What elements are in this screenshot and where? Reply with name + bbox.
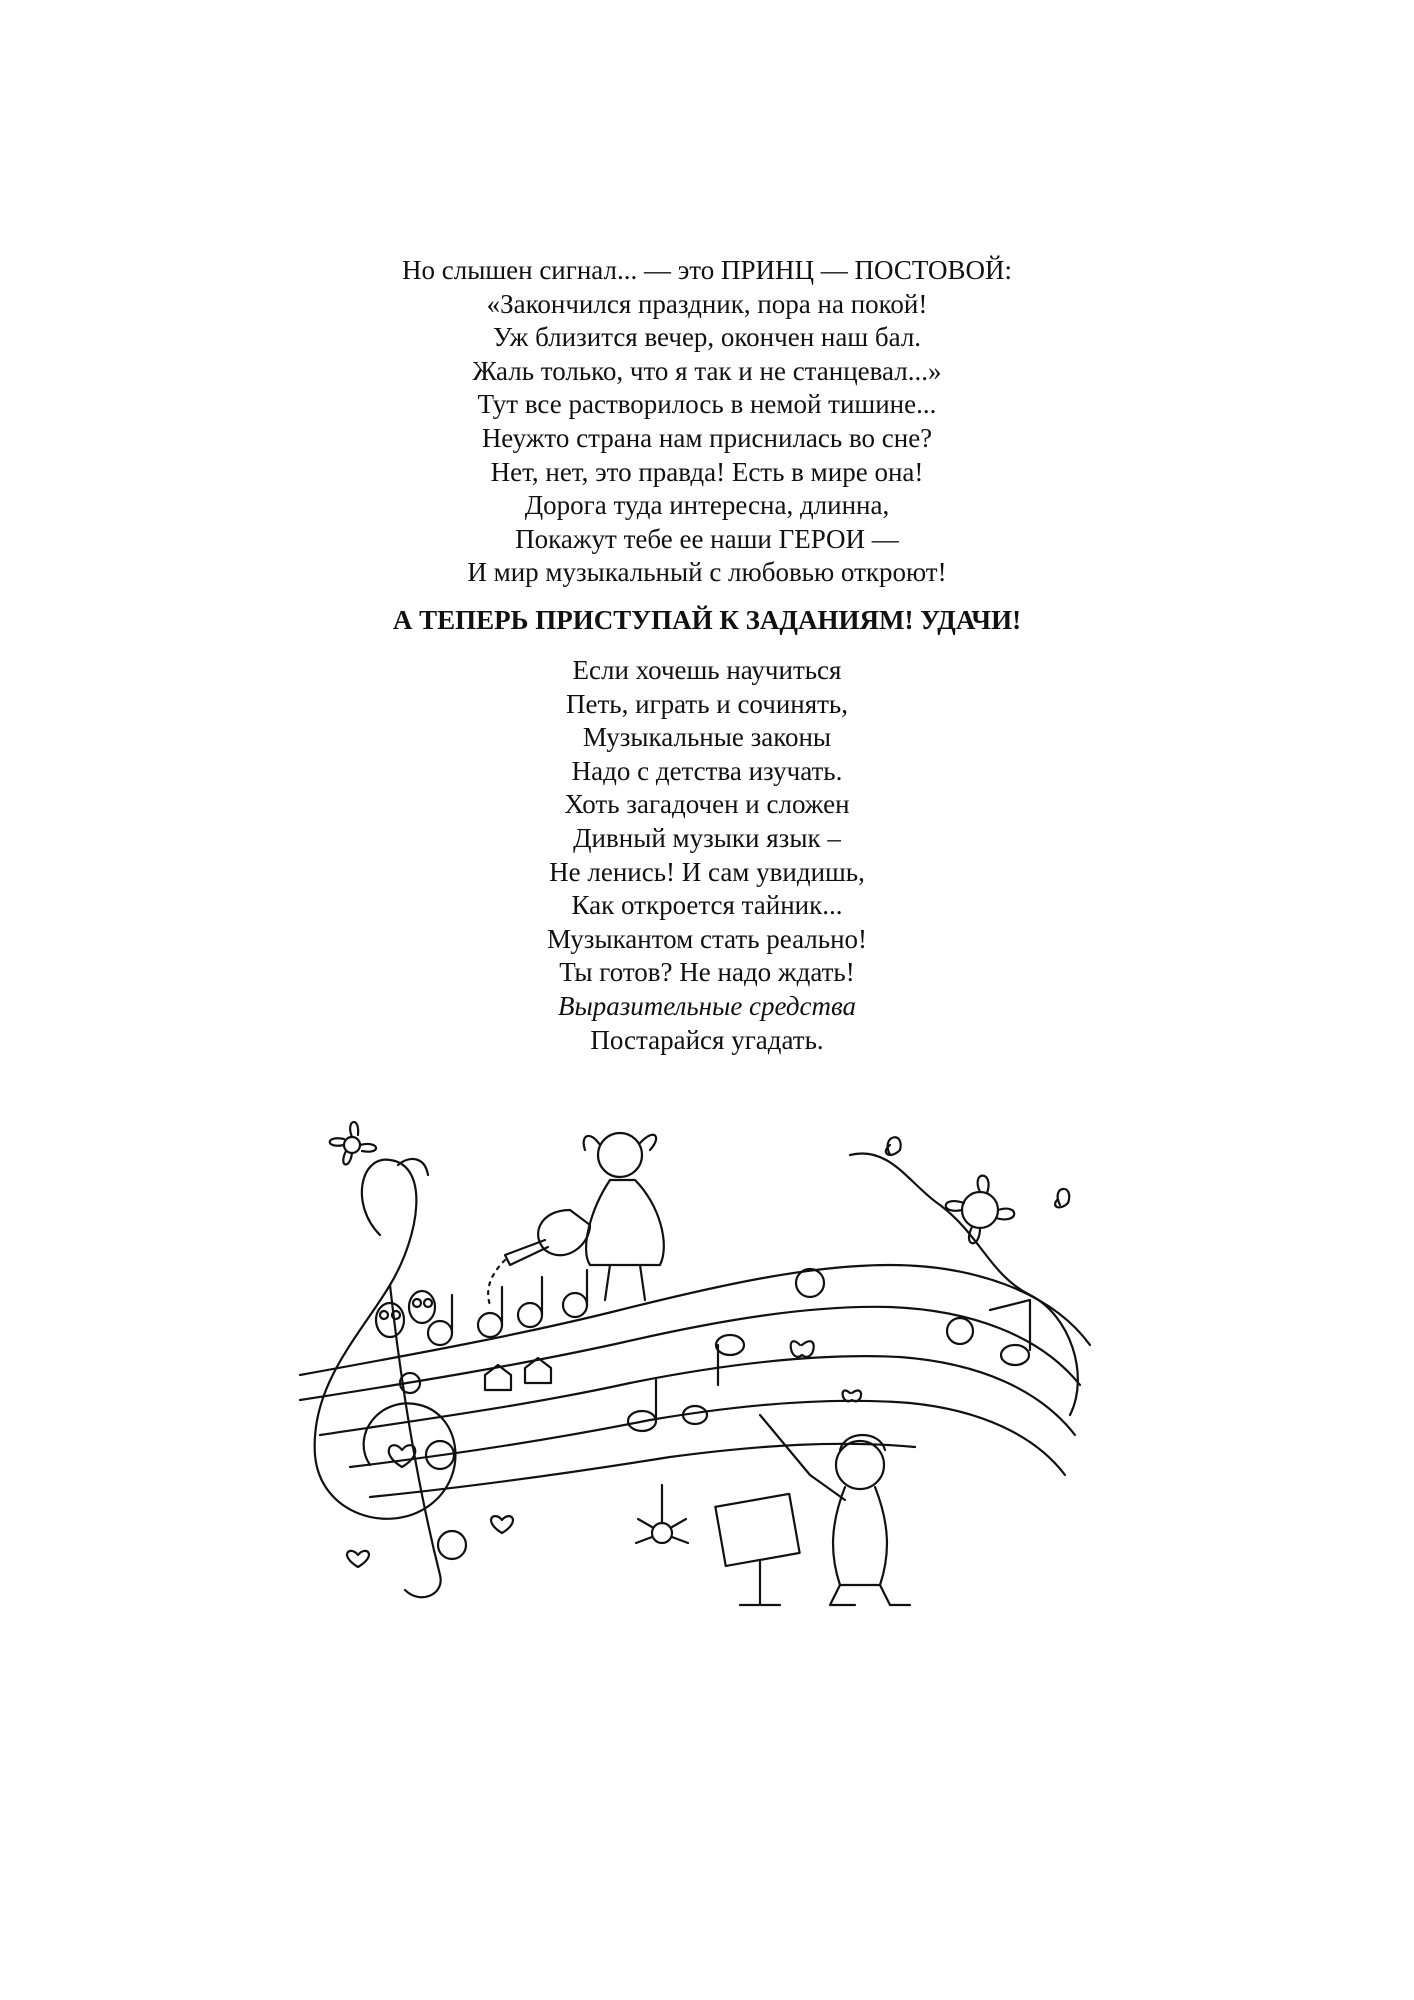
poem-line: Неужто страна нам приснилась во сне? [481,422,933,453]
poem-line-italic: Выразительные средства [557,990,857,1021]
poem-line: Постарайся угадать. [590,1024,824,1055]
poem-line: Покажут тебе ее наши ГЕРОИ — [515,523,899,554]
poem-line: Как откроется тайник... [571,890,843,921]
poem-line: Если хочешь научиться [572,655,842,685]
note-seedlings-icon [428,1270,587,1345]
poem-line: Жаль только, что я так и не станцевал...» [472,355,942,386]
poem-line: Петь, играть и сочинять, [565,688,848,719]
music-illustration [290,1115,1130,1615]
poem-line: Но слышен сигнал... — это ПРИНЦ — ПОСТОВОЙ: [402,255,1012,285]
note-icon [628,1300,1030,1431]
butterfly-icon [791,1341,861,1401]
poem-line: Музыкантом стать реально! [546,923,868,954]
poem-first [0,254,1414,590]
poem-line: «Закончился праздник, пора на покой! [486,288,928,319]
girl-with-watering-can-icon [488,1133,664,1305]
poem-line: Не ленись! И сам увидишь, [549,856,865,887]
owl-icon [376,1291,435,1337]
vine-flower-icon [850,1137,1078,1415]
section-heading: А ТЕПЕРЬ ПРИСТУПАЙ К ЗАДАНИЯМ! УДАЧИ! [392,605,1022,635]
poem-line: Тут все растворилось в немой тишине... [477,389,937,420]
poem-line: Хоть загадочен и сложен [564,789,850,820]
poem-line: Дивный музыки язык – [573,822,841,853]
poem-line: Музыкальные законы [582,722,832,753]
poem-line: Уж близится вечер, окончен наш бал. [492,322,922,353]
poem-line: Дорога туда интересна, длинна, [524,490,890,521]
poem-line: Ты готов? Не надо ждать! [559,957,855,988]
poem-line: И мир музыкальный с любовью откроют! [467,557,947,588]
treble-clef-staff-with-children-coloring-icon [290,1115,1130,1615]
flower-icon [330,1122,376,1164]
poem-second [0,654,1414,1057]
poem-line: Надо с детства изучать. [571,755,843,786]
poem-line: Нет, нет, это правда! Есть в мире она! [490,456,924,487]
spider-icon [636,1485,688,1543]
